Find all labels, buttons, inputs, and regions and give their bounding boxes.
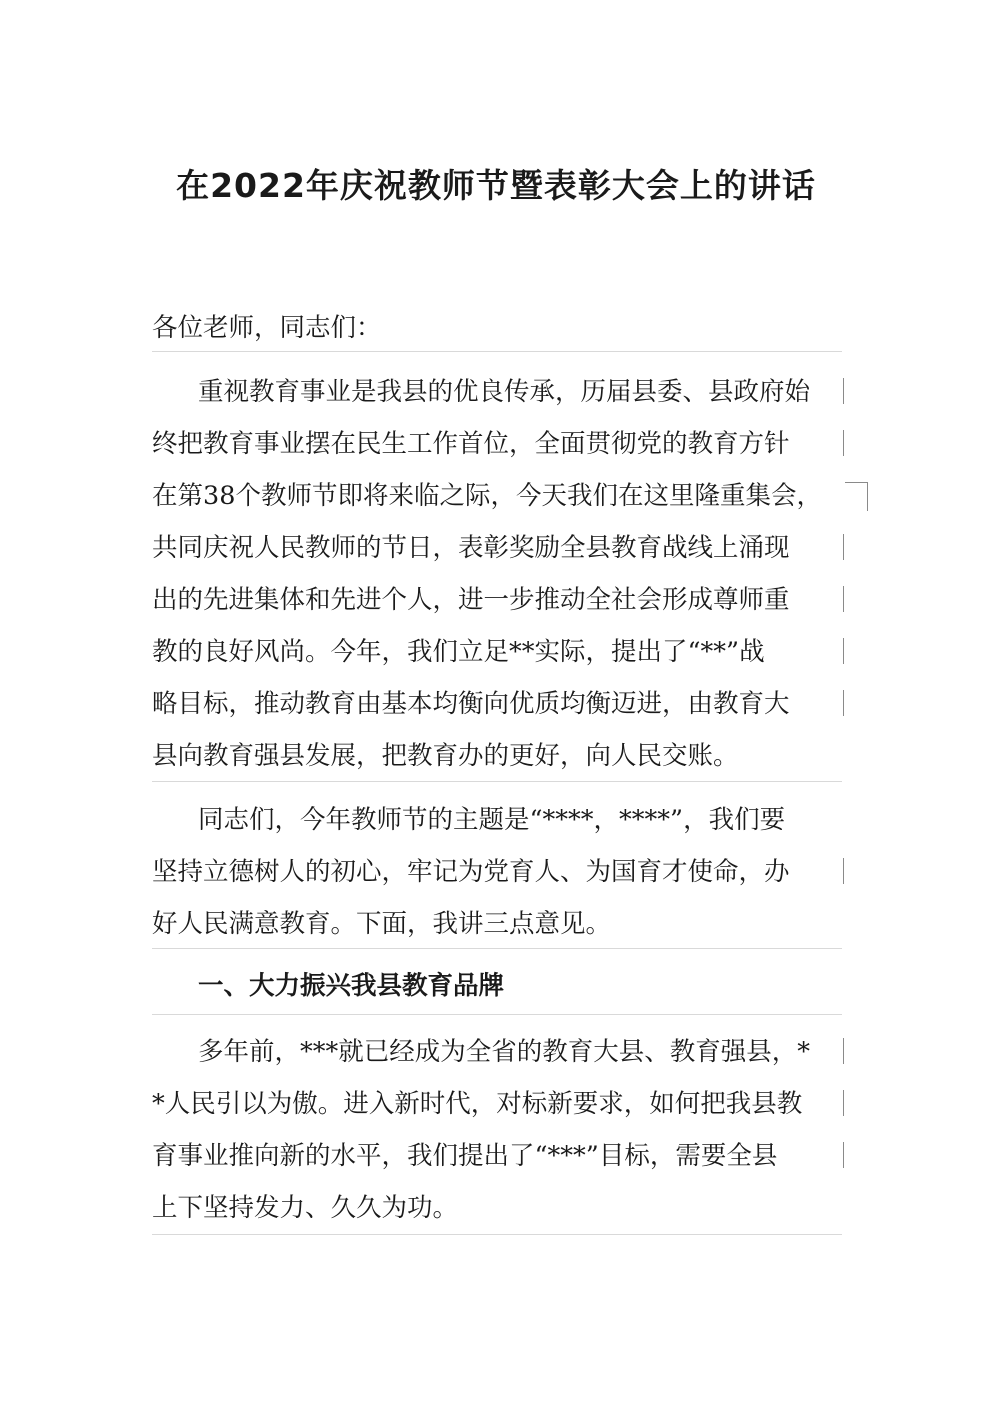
paragraph-line: 县向教育强县发展，把教育办的更好，向人民交账。 xyxy=(152,741,739,771)
paragraph-line: 在第38个教师节即将来临之际，今天我们在这里隆重集会， xyxy=(152,481,822,511)
margin-mark xyxy=(843,534,844,560)
salutation: 各位老师，同志们： xyxy=(152,313,382,343)
paragraph-3 xyxy=(152,1026,842,1234)
paragraph-line: 共同庆祝人民教师的节日，表彰奖励全县教育战线上涌现 xyxy=(152,533,790,563)
margin-mark xyxy=(843,1090,844,1116)
paragraph-line: *人民引以为傲。进入新时代，对标新要求，如何把我县教 xyxy=(152,1089,803,1119)
margin-mark xyxy=(843,430,844,456)
margin-mark xyxy=(843,638,844,664)
paragraph-line: 好人民满意教育。下面，我讲三点意见。 xyxy=(152,909,612,939)
paragraph-line: 教的良好风尚。今年，我们立足**实际，提出了“**”战 xyxy=(152,637,765,667)
margin-mark xyxy=(843,858,844,884)
paragraph-1 xyxy=(152,366,842,782)
paragraph-line: 重视教育事业是我县的优良传承，历届县委、县政府始 xyxy=(198,377,811,407)
margin-mark xyxy=(843,378,844,404)
paragraph-divider xyxy=(152,781,842,782)
paragraph-line: 坚持立德树人的初心，牢记为党育人、为国育才使命，办 xyxy=(152,857,790,887)
paragraph-line: 上下坚持发力、久久为功。 xyxy=(152,1193,459,1223)
paragraph-line: 终把教育事业摆在民生工作首位，全面贯彻党的教育方针 xyxy=(152,429,790,459)
margin-mark xyxy=(843,1142,844,1168)
margin-mark xyxy=(843,690,844,716)
section-heading: 一、大力振兴我县教育品牌 xyxy=(198,971,505,1001)
paragraph-line: 育事业推向新的水平，我们提出了“***”目标，需要全县 xyxy=(152,1141,778,1171)
paragraph-divider xyxy=(152,1014,842,1015)
paragraph-divider xyxy=(152,351,842,352)
salutation-block xyxy=(152,302,842,354)
margin-bracket xyxy=(845,482,868,511)
document-title: 在2022年庆祝教师节暨表彰大会上的讲话 xyxy=(176,166,816,205)
paragraph-2 xyxy=(152,794,842,950)
paragraph-line: 多年前，***就已经成为全省的教育大县、教育强县，* xyxy=(198,1037,811,1067)
margin-mark xyxy=(843,1038,844,1064)
paragraph-line: 略目标，推动教育由基本均衡向优质均衡迈进，由教育大 xyxy=(152,689,790,719)
margin-mark xyxy=(843,586,844,612)
paragraph-line: 同志们，今年教师节的主题是“****，****”，我们要 xyxy=(198,805,786,835)
paragraph-divider xyxy=(152,948,842,949)
paragraph-divider xyxy=(152,1234,842,1235)
paragraph-line: 出的先进集体和先进个人，进一步推动全社会形成尊师重 xyxy=(152,585,790,615)
